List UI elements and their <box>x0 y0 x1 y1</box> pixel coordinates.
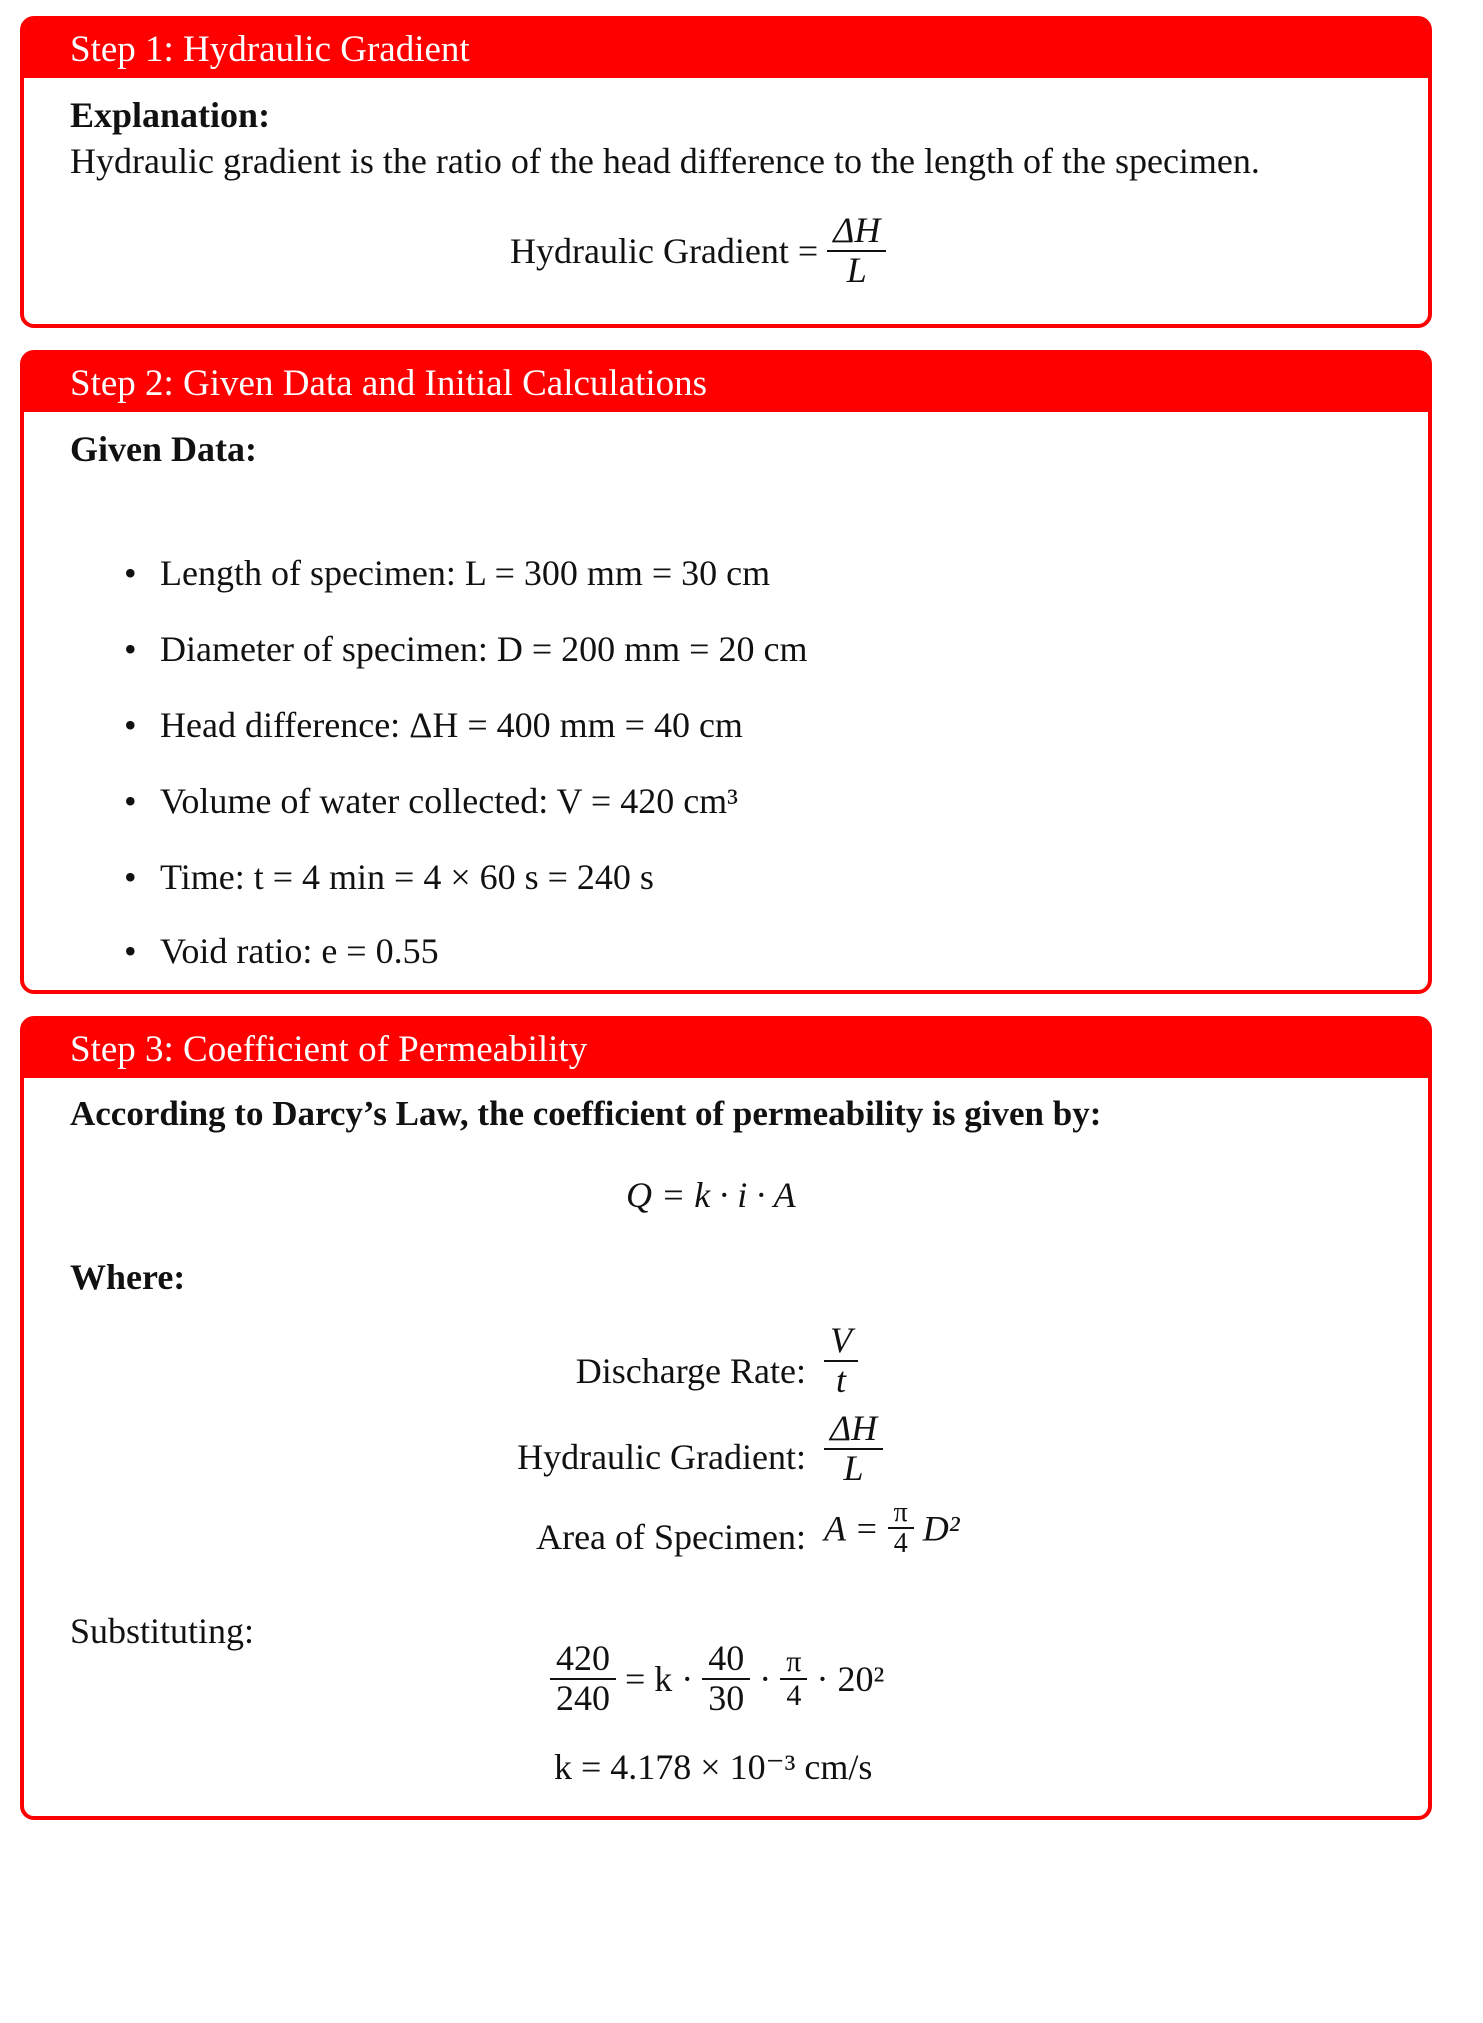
given-item: • Void ratio: e = 0.55 <box>160 930 439 972</box>
sub-f3-den: 4 <box>786 1678 802 1712</box>
step1-eq-fraction <box>827 212 886 290</box>
def-discharge-value <box>824 1322 858 1400</box>
given-item: • Diameter of specimen: D = 200 mm = 20 cm <box>160 628 807 670</box>
sub-f1-num: 420 <box>550 1640 616 1680</box>
step1-box <box>20 16 1432 328</box>
step1-title: Step 1: Hydraulic Gradient <box>24 20 1428 78</box>
substituting-label: Substituting: <box>70 1611 255 1651</box>
step1-eq-den: L <box>846 249 867 290</box>
given-item: • Time: t = 4 min = 4 × 60 s = 240 s <box>160 856 654 898</box>
def-discharge-num: V <box>824 1322 858 1362</box>
step1-equation <box>510 212 886 290</box>
step1-text: Hydraulic gradient is the ratio of the head difference to the length of the specimen. <box>70 141 1260 181</box>
darcy-equation: Q = k · i · A <box>626 1175 796 1215</box>
def-area-value <box>824 1498 960 1559</box>
step3-heading: According to Darcy’s Law, the coefficient of permeability is given by: <box>70 1094 1102 1133</box>
def-gradient-num: ΔH <box>824 1410 883 1450</box>
def-gradient-value <box>824 1410 883 1488</box>
step1-eq-left: Hydraulic Gradient = <box>510 230 819 271</box>
result-equation: k = 4.178 × 10⁻³ cm/s <box>554 1747 873 1787</box>
sub-f1-den: 240 <box>556 1677 610 1718</box>
step1-eq-num: ΔH <box>827 212 886 252</box>
sub-dot: · <box>759 1658 772 1699</box>
def-area-suffix: D² <box>922 1508 960 1549</box>
sub-f2-num: 40 <box>702 1640 750 1680</box>
given-item: • Length of specimen: L = 300 mm = 30 cm <box>160 552 770 594</box>
step2-title: Step 2: Given Data and Initial Calculations <box>24 354 1428 412</box>
sub-tail: · 20² <box>816 1658 885 1699</box>
step3-box <box>20 1016 1432 1820</box>
def-area-den: 4 <box>893 1528 908 1560</box>
sub-f2-den: 30 <box>708 1677 745 1718</box>
substitution-equation <box>550 1640 884 1718</box>
step2-box <box>20 350 1432 994</box>
sub-mid: = k · <box>625 1658 694 1699</box>
step2-heading: Given Data: <box>70 429 257 469</box>
given-item: • Head difference: ΔH = 400 mm = 40 cm <box>160 704 743 746</box>
where-label: Where: <box>70 1257 186 1297</box>
def-discharge-den: t <box>835 1359 846 1400</box>
step3-title: Step 3: Coefficient of Permeability <box>24 1020 1428 1078</box>
def-area-label: Area of Specimen: <box>536 1517 806 1557</box>
step1-heading: Explanation: <box>70 95 271 135</box>
def-area-prefix: A = <box>824 1508 879 1549</box>
sub-f3-num: π <box>780 1646 807 1680</box>
def-gradient-den: L <box>843 1447 864 1488</box>
def-gradient-label: Hydraulic Gradient: <box>517 1437 806 1477</box>
def-discharge-label: Discharge Rate: <box>575 1351 806 1391</box>
given-item: • Volume of water collected: V = 420 cm³ <box>160 780 738 822</box>
def-area-num: π <box>888 1498 914 1529</box>
